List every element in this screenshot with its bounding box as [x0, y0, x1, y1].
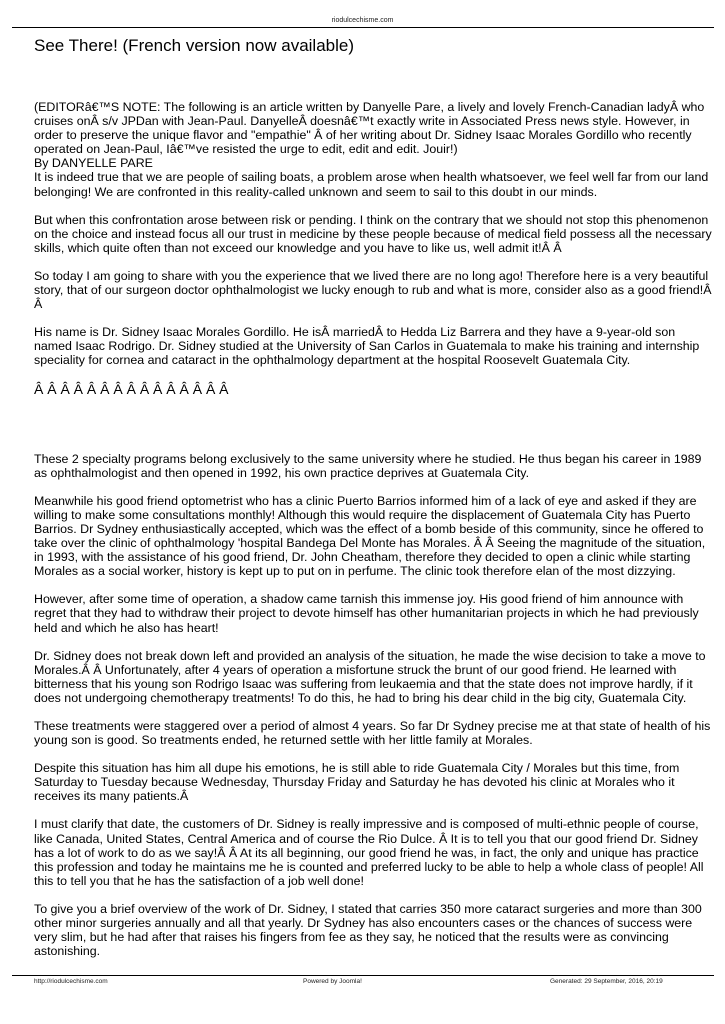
page-title: See There! (French version now available) — [34, 36, 355, 55]
byline: By DANYELLE PARE — [34, 156, 153, 171]
paragraph: Meanwhile his good friend optometrist who has a clinic Puerto Barrios informed him of a lack of eye and asked if they are willing to make some consultations monthly! Although this would require the displacement of Guatemala City has Puerto Barrios. Dr Sydney enthusiastically accepted, which was the effect of a bomb beside of this community, since he offered to take over the clinic of ophthalmology 'hospital Bandega Del Monte has Morales. Â Â Seeing the magnitude of the situation, in 1993, with the assistance of his good friend, Dr. John Cheatham, therefore they decided to open a clinic while starting Morales as a social worker, history is kept up to put on in perfume. The clinic took therefore elan of the most dizzying. — [34, 493, 706, 579]
paragraph: But when this confrontation arose between risk or pending. I think on the contrary that we should not stop this phenomenon on the choice and instead focus all our trust in medicine by these people because of medical field possess all the necessary skills, which quite often than not exceed our knowledge and you have to like us, well admit it!Â Â — [34, 212, 712, 255]
paragraph: These 2 specialty programs belong exclusively to the same university where he studied. He thus began his career in 1989 as ophthalmologist and then opened in 1992, his own practice deprives at Guatemala City. — [34, 451, 702, 480]
paragraph: It is indeed true that we are people of sailing boats, a problem arose when health whatsoever, we feel well far from our land belonging! We are confronted in this reality-called unknown and seem to sail to this doubt in our minds. — [34, 170, 709, 199]
paragraph: His name is Dr. Sidney Isaac Morales Gordillo. He isÂ marriedÂ to Hedda Liz Barrera and they have a 9-year-old son named Isaac Rodrigo. Dr. Sidney studied at the University of San Carlos in Guatemala to make his training and internship speciality for cornea and cataract in the ophthalmology department at the hospital Roosevelt Guatemala City. — [34, 325, 700, 368]
site-header: riodulcechisme.com — [331, 17, 394, 24]
footer-powered: Powered by Joomla! — [303, 978, 362, 985]
editor-note: (EDITORâ€™S NOTE: The following is an article written by Danyelle Pare, a lively and lovely French-Canadian ladyÂ who cruises onÂ s/v JPDan with Jean-Paul. DanyelleÂ doesnâ€™t exactly write in Associated Press news style. However, in order to preserve the unique flavor and "empathie" Â of her writing about Dr. Sidney Isaac Morales Gordillo who recently operated on Jean-Paul, Iâ€™ve resisted the urge to edit, edit and edit. Jouir!) — [34, 100, 705, 157]
spacer-characters: Â Â Â Â Â Â Â Â Â Â Â Â Â Â Â — [34, 380, 229, 397]
footer-generated: Generated: 29 September, 2016, 20:19 — [550, 978, 663, 985]
paragraph: I must clarify that date, the customers of Dr. Sidney is really impressive and is composed of multi-ethnic people of course, like Canada, United States, Central America and of course the Rio Dulce. Â It is to tell you that our good friend Dr. Sidney has a lot of work to do as we say!Â Â At its all beginning, our good friend he was, in fact, the only and unique has practice this profession and today he maintains me he is counted and preferred lucky to be able to help a whole class of people! All this to tell you that he has the satisfaction of a job well done! — [34, 817, 704, 888]
paragraph: However, after some time of operation, a shadow came tarnish this immense joy. His good friend of him announce with regret that they had to withdraw their project to devote himself has other humanitarian projects in which he had previously held and which he also has heart! — [34, 592, 699, 635]
paragraph: So today I am going to share with you the experience that we lived there are no long ago! Therefore here is a very beautiful story, that of our surgeon doctor ophthalmologist we lucky enough to rub and what is more, consider also as a good friend!Â Â — [34, 268, 712, 312]
header-rule — [12, 27, 714, 28]
footer-url[interactable]: http://riodulcechisme.com — [34, 978, 108, 985]
paragraph: These treatments were staggered over a period of almost 4 years. So far Dr Sydney precise me at that state of health of his young son is good. So treatments ended, he returned settle with her little family at Morales. — [34, 719, 711, 748]
footer-rule — [12, 975, 714, 976]
paragraph: Despite this situation has him all dupe his emotions, he is still able to ride Guatemala City / Morales but this time, from Saturday to Tuesday because Wednesday, Thursday Friday and Saturday he has devoted his clinic at Morales who it receives its many patients.Â — [34, 761, 680, 804]
paragraph: To give you a brief overview of the work of Dr. Sidney, I stated that carries 350 more cataract surgeries and more than 300 other minor surgeries annually and all that yearly. Dr Sydney has also encounters cases or the chances of success were very slim, but he had after that raises his fingers from fee as they say, he noticed that the results were as convincing astonishing. — [34, 901, 702, 959]
paragraph: Dr. Sidney does not break down left and provided an analysis of the situation, he made the wise decision to take a move to Morales.Â Â Unfortunately, after 4 years of operation a misfortune struck the brunt of our good friend. He learned with bitterness that his young son Rodrigo Isaac was suffering from leukaemia and that the state does not improve hardly, if it does not undergoing chemotherapy treatments! To do this, he had to bring his dear child in the big city, Guatemala City. — [34, 648, 706, 705]
article-body — [34, 100, 714, 958]
